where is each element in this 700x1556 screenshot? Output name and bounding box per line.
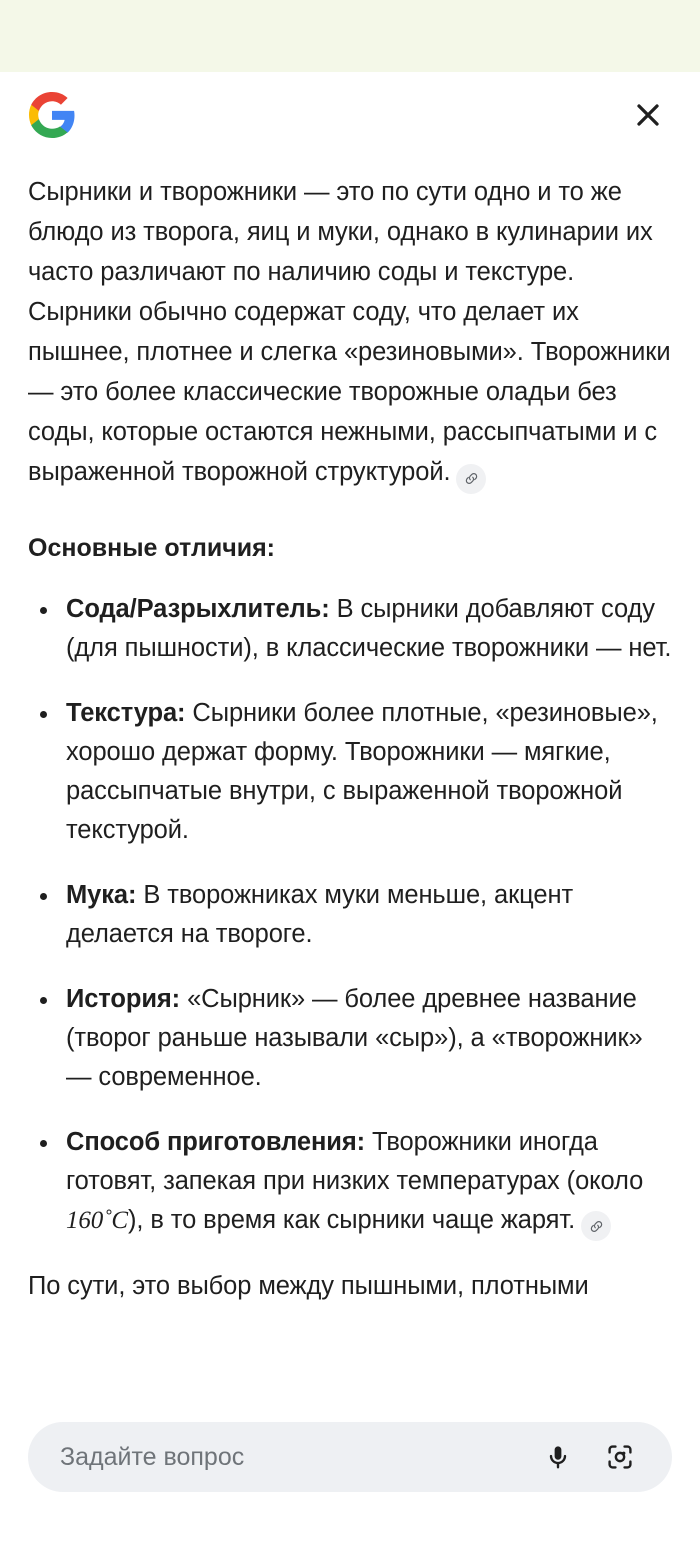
list-item-label: Сода/Разрыхлитель:	[66, 594, 330, 623]
content-fade-overlay	[0, 1374, 700, 1400]
status-bar-band	[0, 0, 700, 72]
close-button[interactable]	[624, 91, 672, 139]
google-lens-icon	[604, 1441, 636, 1473]
list-item-label: Текстура:	[66, 698, 186, 727]
search-input[interactable]	[58, 1442, 532, 1473]
lens-button[interactable]	[594, 1431, 646, 1483]
answer-intro-text: Сырники и творожники — это по сути одно и то же блюдо из творога, яиц и муки, однако в кулинарии их часто различают по наличию соды и текстуре. Сырники обычно содержат соду, что делает их пышнее, плотнее и слегка «резиновыми». Творожники — это более классические творожные оладьи без соды, которые остаются нежными, рассыпчатыми и с выраженной творожной структурой.	[28, 178, 671, 486]
list-item-text: «Сырник» — более древнее название (творог раньше называли «сыр»), а «творожник» — современное.	[66, 984, 643, 1091]
answer-intro-paragraph	[28, 172, 672, 494]
answer-closing-paragraph: По сути, это выбор между пышными, плотными	[28, 1272, 589, 1300]
citation-chip[interactable]	[456, 464, 486, 494]
list-item-text: В сырники добавляют соду (для пышности), в классические творожники — нет.	[66, 594, 672, 662]
microphone-icon	[543, 1442, 573, 1472]
list-item-text: В творожниках муки меньше, акцент делается на твороге.	[66, 880, 574, 948]
temperature-value: 160˚C	[66, 1206, 129, 1234]
citation-chip[interactable]	[581, 1211, 611, 1241]
list-item-label: Способ приготовления:	[66, 1127, 365, 1156]
list-item-label: Мука:	[66, 880, 137, 909]
close-icon	[630, 97, 666, 133]
composer-bar	[0, 1400, 700, 1556]
search-composer[interactable]	[28, 1422, 672, 1492]
assistant-answer-sheet	[0, 72, 700, 1556]
section-title: Основные отличия:	[28, 533, 275, 562]
microphone-button[interactable]	[532, 1431, 584, 1483]
list-item	[28, 694, 672, 850]
list-item	[28, 876, 672, 954]
list-item-text: Творожники иногда готовят, запекая при низких температурах (около	[66, 1127, 644, 1195]
list-item-text-after: ), в то время как сырники чаще жарят.	[128, 1205, 576, 1234]
sheet-header	[0, 72, 700, 158]
list-item	[28, 1123, 672, 1242]
differences-list	[28, 590, 672, 1242]
google-g-logo	[28, 91, 76, 139]
link-icon	[464, 471, 479, 486]
list-item-text: Сырники более плотные, «резиновые», хорошо держат форму. Творожники — мягкие, рассыпчатые внутри, с выраженной творожной текстурой.	[66, 698, 658, 844]
answer-content	[0, 172, 700, 1306]
link-icon	[589, 1219, 604, 1234]
list-item	[28, 980, 672, 1097]
list-item-label: История:	[66, 984, 181, 1013]
list-item	[28, 590, 672, 668]
